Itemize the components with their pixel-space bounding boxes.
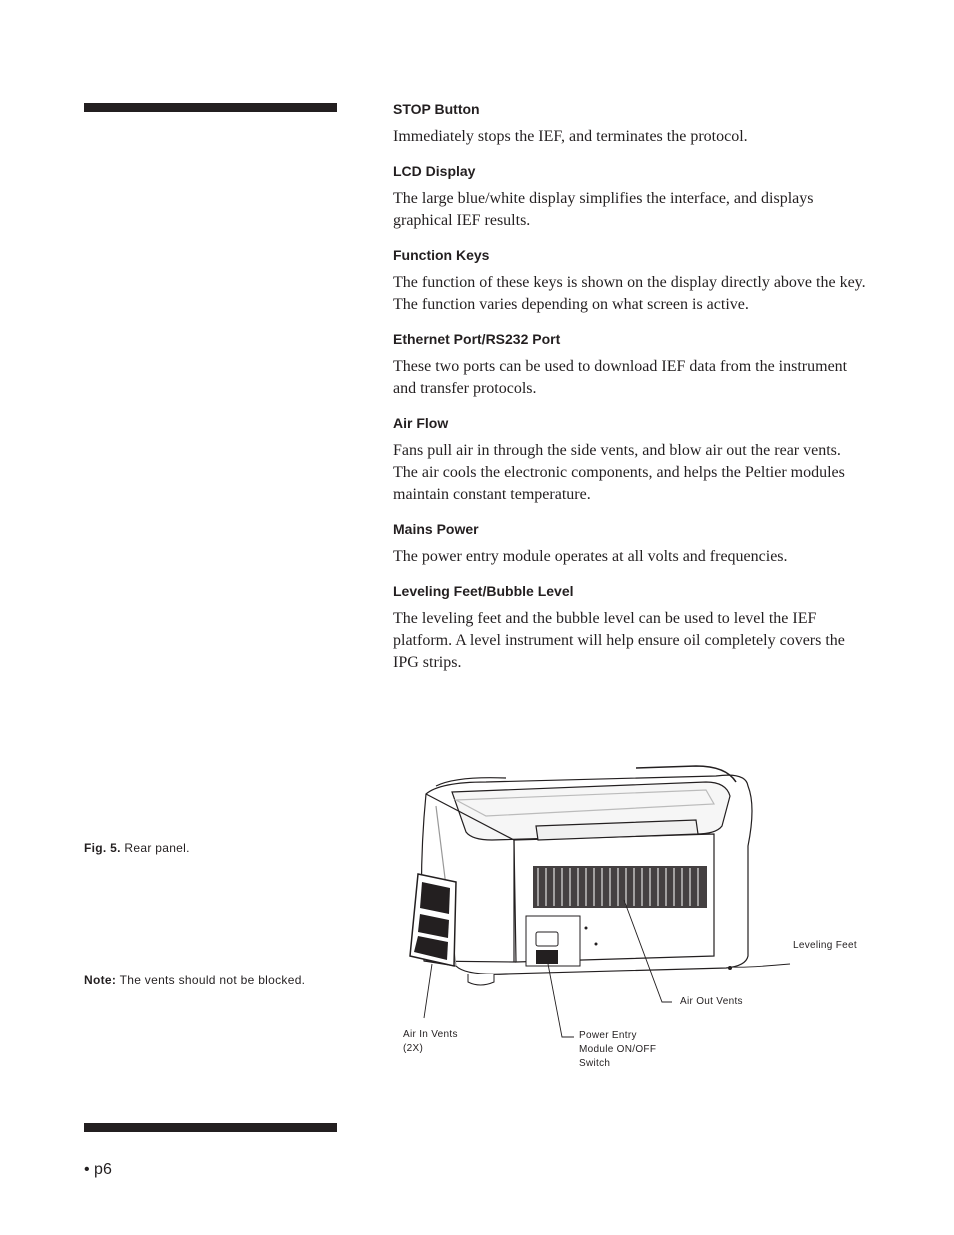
section-body: The power entry module operates at all volts and frequencies.	[393, 548, 788, 565]
section-body: These two ports can be used to download IEF data from the instrument and transfer protocols.	[393, 358, 848, 397]
air-out-vents	[533, 866, 707, 908]
section-lcd-display	[393, 161, 868, 232]
section-heading: Air Flow	[393, 415, 449, 431]
note	[84, 973, 305, 987]
air-in-vents	[410, 874, 456, 966]
section-body: The leveling feet and the bubble level can be used to level the IEF platform. A level instrument will help ensure oil completely covers the IPG strips.	[393, 610, 845, 671]
figure-caption-label: Fig. 5.	[84, 841, 121, 855]
section-body: The function of these keys is shown on the display directly above the key. The function varies depending on what screen is active.	[393, 274, 866, 313]
section-heading: Function Keys	[393, 247, 490, 263]
top-rule	[84, 103, 337, 112]
callout-power-entry: Power Entry Module ON/OFF Switch	[579, 1030, 657, 1069]
rear-panel-figure	[396, 756, 868, 1076]
page-number: • p6	[84, 1161, 112, 1178]
figure-caption	[84, 841, 190, 855]
section-heading: Mains Power	[393, 521, 479, 537]
callout-air-out-vents: Air Out Vents	[680, 996, 743, 1007]
section-body: Immediately stops the IEF, and terminates the protocol.	[393, 128, 748, 145]
section-leveling-feet	[393, 581, 868, 674]
instrument-rear-illustration	[396, 756, 868, 1076]
section-ethernet-port	[393, 329, 868, 400]
callout-leveling-feet: Leveling Feet	[793, 940, 857, 951]
section-heading: Ethernet Port/RS232 Port	[393, 331, 561, 347]
note-text: The vents should not be blocked.	[119, 973, 306, 987]
section-mains-power	[393, 519, 868, 568]
section-body: Fans pull air in through the side vents, and blow air out the rear vents. The air cools the electronic components, and helps the Peltier modules maintain constant temperature.	[393, 442, 845, 503]
main-content	[393, 99, 868, 687]
note-label: Note:	[84, 973, 117, 987]
section-function-keys	[393, 245, 868, 316]
section-heading: Leveling Feet/Bubble Level	[393, 583, 574, 599]
callout-air-in-vents: Air In Vents (2X)	[403, 1029, 458, 1054]
bottom-rule	[84, 1123, 337, 1132]
section-heading: STOP Button	[393, 101, 480, 117]
section-heading: LCD Display	[393, 163, 476, 179]
section-air-flow	[393, 413, 868, 506]
section-body: The large blue/white display simplifies the interface, and displays graphical IEF results.	[393, 190, 814, 229]
section-stop-button	[393, 99, 868, 148]
figure-caption-text: Rear panel.	[124, 841, 190, 855]
